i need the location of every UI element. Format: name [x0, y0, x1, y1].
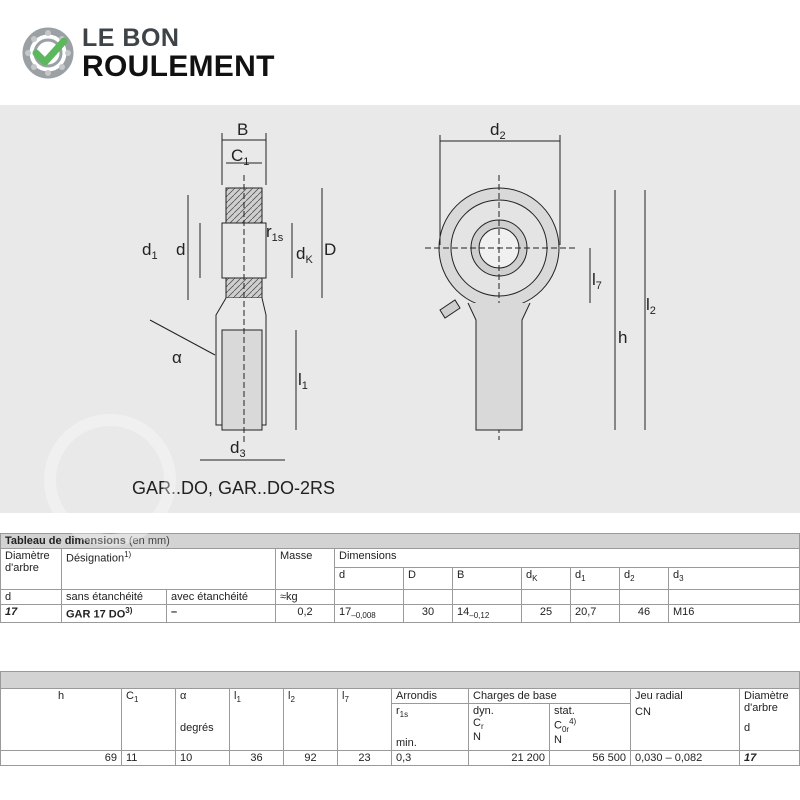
technical-drawing	[0, 105, 800, 513]
unit-kg: ≈kg	[276, 590, 335, 605]
table-title-row	[1, 534, 800, 549]
label-d1: $d_1$	[142, 240, 158, 262]
label-B: B	[237, 120, 249, 139]
brand-line-1: LE BON	[82, 24, 180, 52]
col-sans-etancheite: sans étanchéité	[62, 590, 167, 605]
val-h: 69	[1, 751, 122, 766]
col-designation: Désignation$^{1)}$	[62, 549, 276, 590]
val-masse: 0,2	[276, 605, 335, 623]
val-diam: 17	[1, 605, 62, 623]
val-D: 30	[404, 605, 453, 623]
val-l1: 36	[230, 751, 284, 766]
col-D: D	[404, 568, 453, 590]
col-arrondis: Arrondis	[392, 689, 469, 704]
page-header	[0, 0, 800, 105]
col-charges: Charges de base	[469, 689, 631, 704]
label-l1: $l_1$	[298, 370, 308, 392]
val-d3: M16	[669, 605, 800, 623]
dimensions-table-2	[0, 671, 800, 766]
label-C1: $C_1$	[231, 146, 250, 168]
val-r1s: 0,3	[392, 751, 469, 766]
label-d: d	[176, 240, 186, 259]
val-c0r: 56 500	[550, 751, 631, 766]
col-masse: Masse	[276, 549, 335, 590]
col-l2: $l_2$	[284, 689, 338, 751]
col-B: B	[453, 568, 522, 590]
brand-line-2: ROULEMENT	[82, 50, 275, 83]
table-row	[1, 751, 800, 766]
col-d3: $d_3$	[669, 568, 800, 590]
col-alpha: α degrés	[176, 689, 230, 751]
unit-d: d	[1, 590, 62, 605]
label-d3: $d_3$	[230, 438, 246, 460]
col-avec-etancheite: avec étanchéité	[167, 590, 276, 605]
val-sans: GAR 17 DO$^{3)}$	[62, 605, 167, 623]
table-title: Tableau de dimensions	[5, 535, 126, 547]
dimensions-table	[0, 533, 800, 623]
col-jeu: Jeu radial CN	[631, 689, 740, 751]
col-dK: $d_K$	[522, 568, 571, 590]
col-d2: $d_2$	[620, 568, 669, 590]
label-h: h	[618, 328, 628, 347]
bearing-check-logo-icon	[22, 27, 74, 79]
val-l7: 23	[338, 751, 392, 766]
label-D: D	[324, 240, 337, 259]
rod-end-drawing	[0, 105, 800, 513]
val-diam2: 17	[740, 751, 800, 766]
label-r1s: $r_{1s}$	[266, 222, 284, 244]
col-diam2: Diamètre d'arbre d	[740, 689, 800, 751]
val-avec: –	[167, 605, 276, 623]
col-d1: $d_1$	[571, 568, 620, 590]
label-l2: $l_2$	[646, 295, 656, 317]
table-row	[1, 605, 800, 623]
drawing-caption: GAR..DO, GAR..DO-2RS	[132, 478, 336, 498]
col-h: h	[1, 689, 122, 751]
val-C1: 11	[122, 751, 176, 766]
val-d: $17_{-0,008}$	[335, 605, 404, 623]
val-l2: 92	[284, 751, 338, 766]
val-B: $14_{-0,12}$	[453, 605, 522, 623]
col-l1: $l_1$	[230, 689, 284, 751]
col-diam-arbre: Diamètre d'arbre	[1, 549, 62, 590]
col-dyn: dyn. $C_r$ N	[469, 704, 550, 751]
col-l7: $l_7$	[338, 689, 392, 751]
col-stat: stat. $C_{0r}^{4)}$ N	[550, 704, 631, 751]
label-l7: $l_7$	[592, 270, 602, 292]
val-d2: 46	[620, 605, 669, 623]
col-C1: $C_1$	[122, 689, 176, 751]
table-title-unit: (en mm)	[128, 535, 170, 547]
val-alpha: 10	[176, 751, 230, 766]
col-d: d	[335, 568, 404, 590]
col-r1s: $r_{1s}$ min.	[392, 704, 469, 751]
val-cr: 21 200	[469, 751, 550, 766]
val-d1: 20,7	[571, 605, 620, 623]
label-d2: $d_2$	[490, 120, 506, 142]
label-alpha: α	[172, 348, 182, 367]
label-dK: $d_K$	[296, 244, 313, 266]
val-jeu: 0,030 – 0,082	[631, 751, 740, 766]
col-dimensions: Dimensions	[335, 549, 800, 568]
val-dK: 25	[522, 605, 571, 623]
